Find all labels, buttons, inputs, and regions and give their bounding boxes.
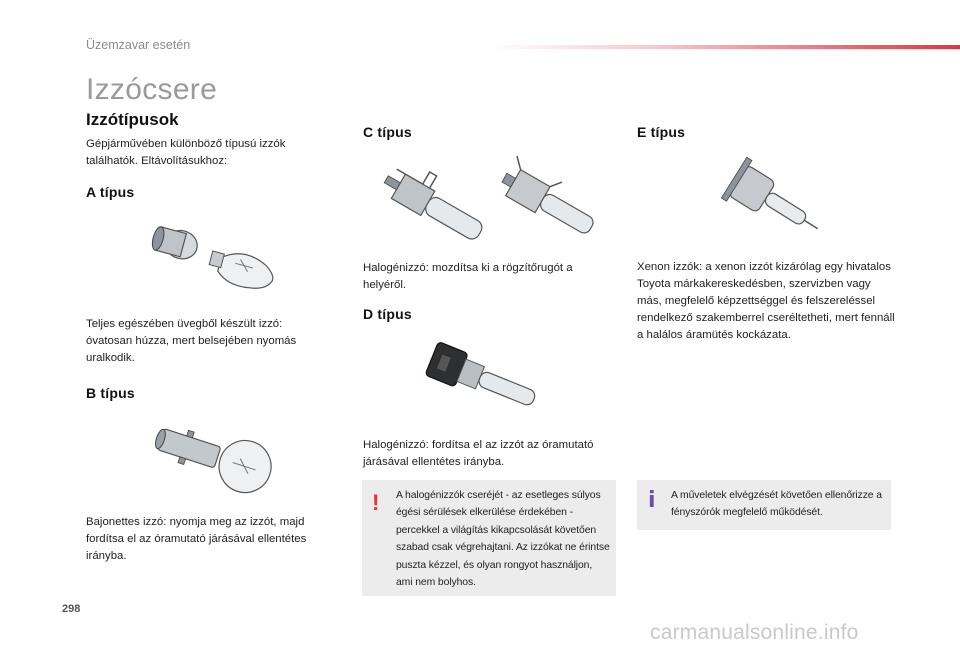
type-e-text: Xenon izzók: a xenon izzót kizárólag egy hivatalos Toyota márkakereskedésben, szervizben vagy más, megfelelő képzettséggel és felszereléssel rendelkező szakemberrel cseréltetheti, mert fennáll a halálos áramütés kockázata. [637,261,895,341]
watermark: carmanualsonline.info [650,621,859,644]
type-c-heading: C típus [363,124,412,140]
info-icon: i [648,488,656,513]
warning-note-text: A halogénizzók cseréjét - az esetleges súlyos égési sérülések elkerülése érdekében - percekkel a világítás kikapcsolását követően szabad csak végrehajtani. Az izzókat ne érintse puszta kézzel, és olyan rongyot használjon, ami nem bolyhos. [396,490,610,589]
info-note-box [637,480,891,530]
type-d-bulb-illustration [420,346,560,424]
intro-text: Gépjárművében különböző típusú izzók találhatók. Eltávolításukhoz: [86,138,286,167]
type-e-heading: E típus [637,124,686,140]
type-c-text: Halogénizzó: mozdítsa ki a rögzítőrugót a helyéről. [363,262,573,291]
type-b-text: Bajonettes izzó: nyomja meg az izzót, majd fordítsa el az óramutató járásával ellentétes irányba. [86,516,307,562]
warning-note-box [362,480,616,596]
section-subheading: Izzótípusok [86,110,179,129]
type-d-heading: D típus [363,306,412,322]
info-note-text: A műveletek elvégzését követően ellenőrizze a fényszórók megfelelő működését. [671,490,882,519]
page-title: Izzócsere [86,73,218,106]
type-b-bulb-illustration [150,422,280,502]
type-e-bulb-illustration [716,160,836,250]
type-d-text: Halogénizzó: fordítsa el az izzót az óramutató járásával ellentétes irányba. [363,439,594,468]
section-header: Üzemzavar esetén [86,38,191,52]
header-accent-bar [490,45,960,49]
warning-exclamation-icon: ! [372,490,380,515]
type-b-heading: B típus [86,385,135,401]
type-a-text: Teljes egészében üvegből készült izzó: óvatosan húzza, mert belsejében nyomás uralkodik. [86,318,297,364]
page-number: 298 [62,603,81,615]
type-c-bulb-illustration [372,162,602,254]
type-a-heading: A típus [86,184,135,200]
type-a-bulb-illustration [140,224,290,300]
